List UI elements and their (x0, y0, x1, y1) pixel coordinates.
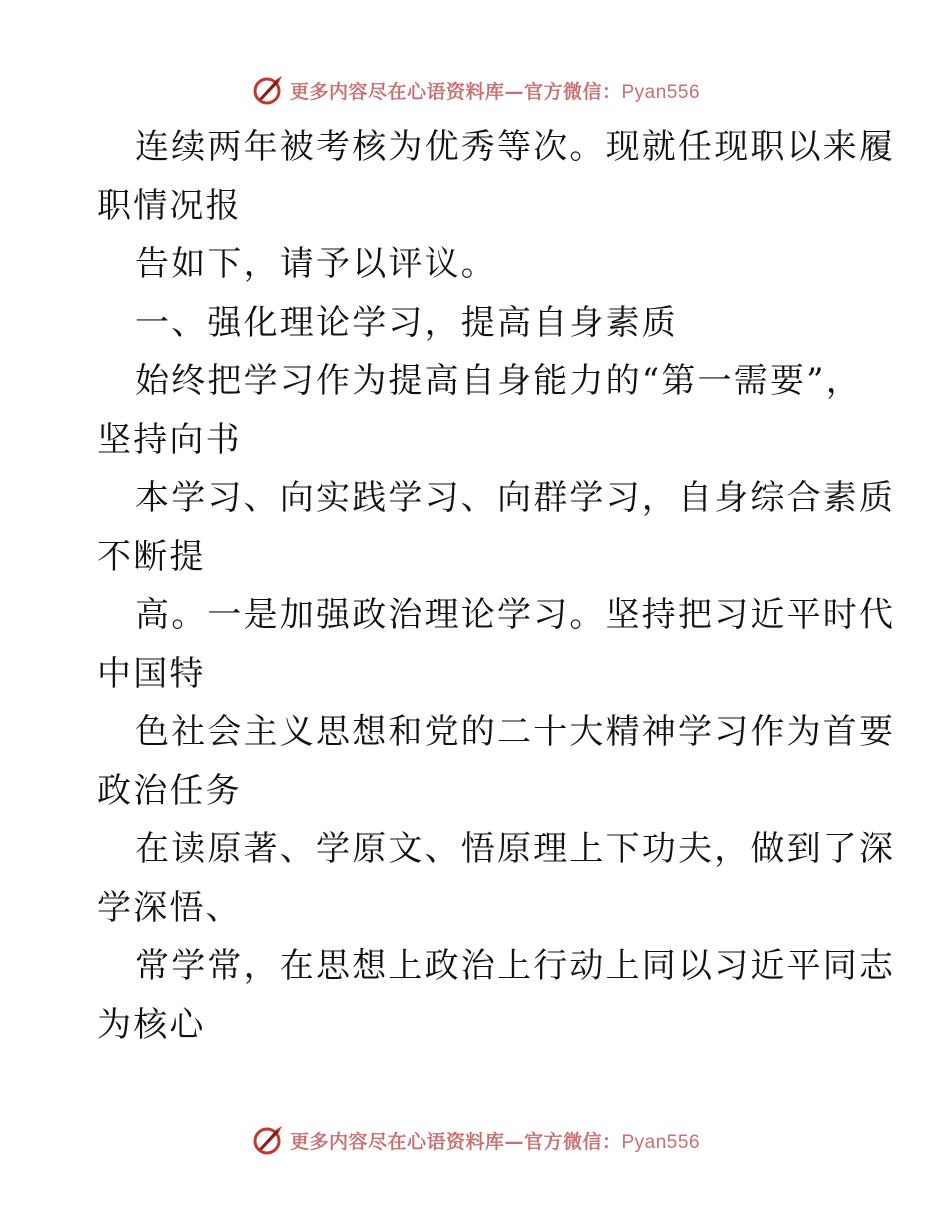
text-line: 坚持向书 (97, 419, 242, 460)
text-line: 职情况报 (97, 185, 242, 226)
text-line: 政治任务 (97, 770, 242, 811)
text-line: 始终把学习作为提高自身能力的“第一需要”， (135, 361, 862, 401)
wechat-id: Pyan556 (621, 81, 701, 103)
text-line: 本学习、向实践学习、向群学习，自身综合素质 (135, 478, 896, 518)
text-line: 色社会主义思想和党的二十大精神学习作为首要 (135, 712, 896, 752)
text-line: 为核心 (97, 1004, 206, 1045)
header-banner (0, 70, 950, 110)
document-body (97, 118, 896, 1054)
quill-pen-logo-icon (250, 1123, 284, 1157)
text-line: 高。一是加强政治理论学习。坚持把习近平时代 (135, 595, 896, 635)
section-heading: 一、强化理论学习，提高自身素质 (135, 302, 678, 343)
quill-pen-logo-icon (250, 73, 284, 107)
text-line: 中国特 (97, 653, 206, 694)
footer-banner (0, 1120, 950, 1160)
banner-text: 更多内容尽在心语资料库—官方微信：Pyan556 (289, 80, 701, 103)
text-line: 学深悟、 (97, 887, 242, 928)
text-line: 在读原著、学原文、悟原理上下功夫，做到了深 (135, 829, 896, 869)
text-line: 不断提 (97, 536, 206, 577)
text-line: 告如下，请予以评议。 (135, 244, 497, 284)
text-line: 连续两年被考核为优秀等次。现就任现职以来履 (135, 127, 896, 167)
text-line: 常学常，在思想上政治上行动上同以习近平同志 (135, 946, 896, 986)
banner-text: 更多内容尽在心语资料库—官方微信：Pyan556 (289, 1130, 701, 1153)
wechat-id: Pyan556 (621, 1131, 701, 1153)
